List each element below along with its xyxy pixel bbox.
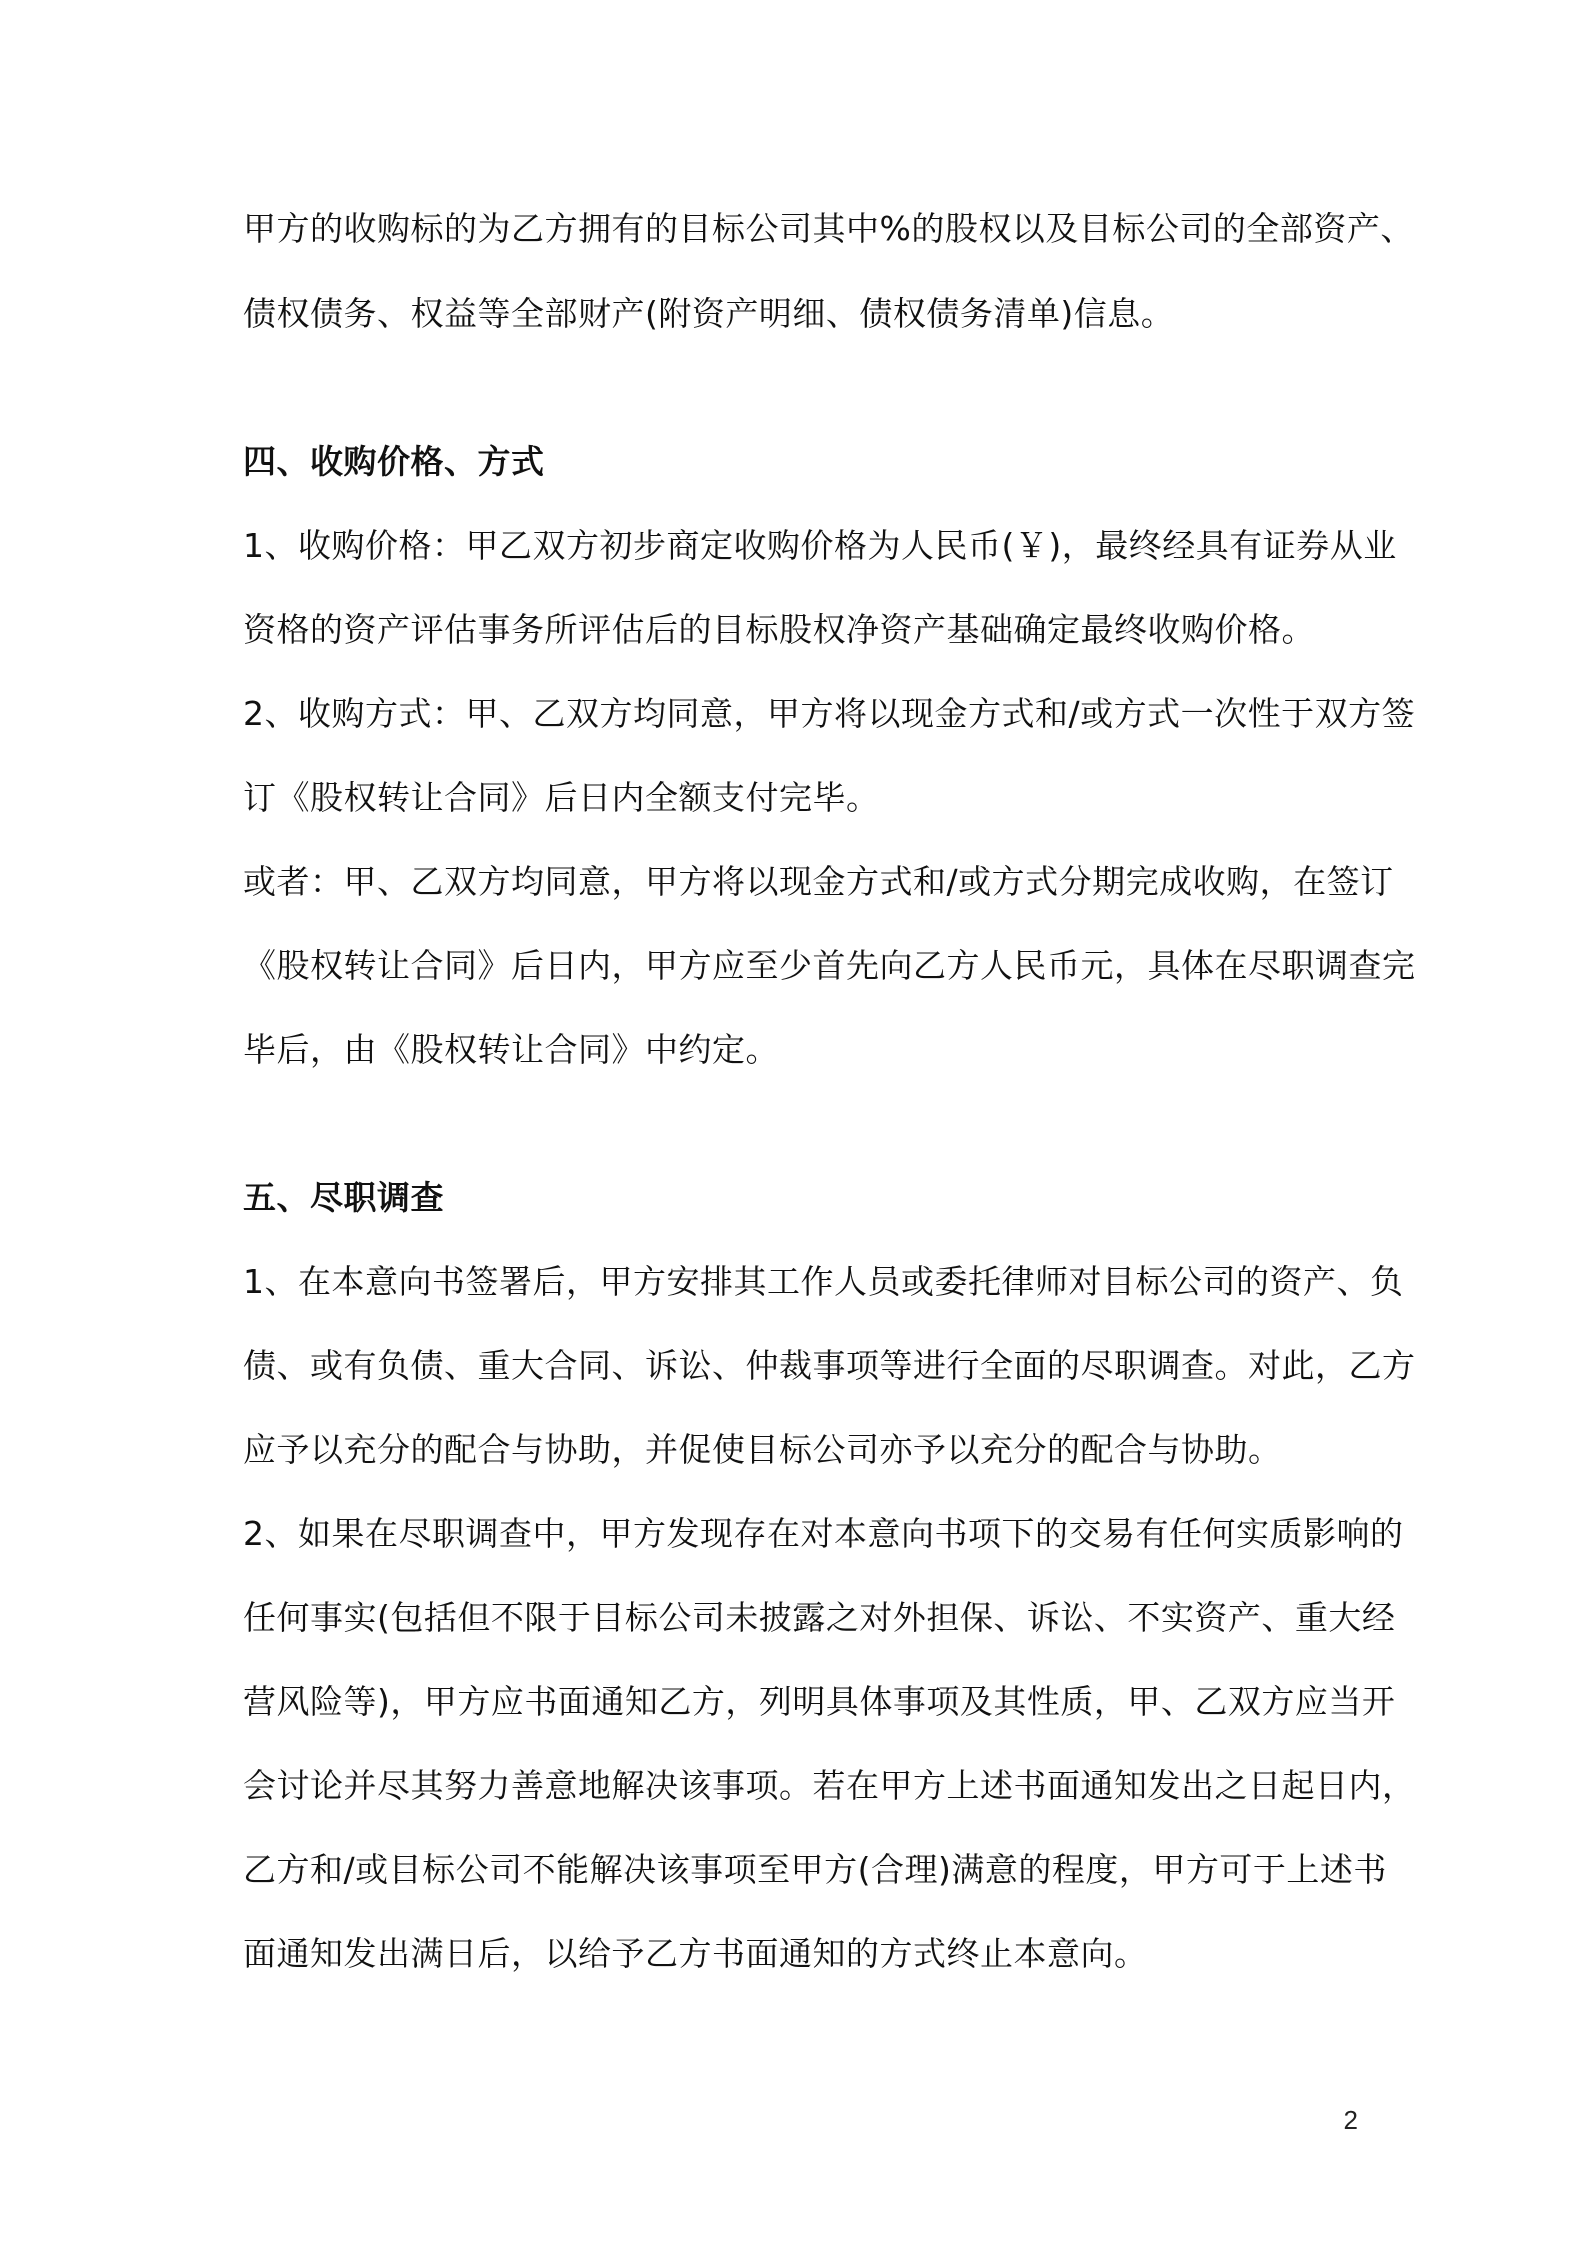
due-diligence-clause2-line-1: 2、如果在尽职调查中，甲方发现存在对本意向书项下的交易有任何实质影响的 (243, 1514, 1404, 1553)
due-diligence-clause2-line-2: 任何事实(包括但不限于目标公司未披露之对外担保、诉讼、不实资产、重大经 (243, 1598, 1396, 1637)
section-heading-due-diligence: 五、尽职调查 (243, 1178, 444, 1217)
alternative-clause-line-2: 《股权转让合同》后日内，甲方应至少首先向乙方人民币元，具体在尽职调查完 (243, 946, 1416, 985)
due-diligence-clause1-line-3: 应予以充分的配合与协助，并促使目标公司亦予以充分的配合与协助。 (243, 1430, 1282, 1469)
price-clause-line-2: 资格的资产评估事务所评估后的目标股权净资产基础确定最终收购价格。 (243, 610, 1315, 649)
alternative-clause-line-3: 毕后，由《股权转让合同》中约定。 (243, 1030, 779, 1069)
alternative-clause-line-1: 或者：甲、乙双方均同意，甲方将以现金方式和/或方式分期完成收购，在签订 (243, 862, 1394, 901)
due-diligence-clause2-line-5: 乙方和/或目标公司不能解决该事项至甲方(合理)满意的程度，甲方可于上述书 (243, 1850, 1387, 1889)
paragraph-target-line-2: 债权债务、权益等全部财产(附资产明细、债权债务清单)信息。 (243, 294, 1175, 333)
due-diligence-clause1-line-2: 债、或有负债、重大合同、诉讼、仲裁事项等进行全面的尽职调查。对此，乙方 (243, 1346, 1416, 1385)
price-clause-line-1: 1、收购价格：甲乙双方初步商定收购价格为人民币(￥)，最终经具有证券从业 (243, 526, 1397, 565)
payment-clause-line-2: 订《股权转让合同》后日内全额支付完毕。 (243, 778, 880, 817)
section-heading-price: 四、收购价格、方式 (243, 442, 545, 481)
due-diligence-clause2-line-6: 面通知发出满日后，以给予乙方书面通知的方式终止本意向。 (243, 1934, 1148, 1973)
page-number: 2 (1343, 2105, 1358, 2135)
payment-clause-line-1: 2、收购方式：甲、乙双方均同意，甲方将以现金方式和/或方式一次性于双方签 (243, 694, 1416, 733)
due-diligence-clause2-line-3: 营风险等)，甲方应书面通知乙方，列明具体事项及其性质，甲、乙双方应当开 (243, 1682, 1396, 1721)
due-diligence-clause1-line-1: 1、在本意向书签署后，甲方安排其工作人员或委托律师对目标公司的资产、负 (243, 1262, 1404, 1301)
paragraph-target-line-1: 甲方的收购标的为乙方拥有的目标公司其中%的股权以及目标公司的全部资产、 (243, 209, 1414, 248)
due-diligence-clause2-line-4: 会讨论并尽其努力善意地解决该事项。若在甲方上述书面通知发出之日起日内， (243, 1766, 1416, 1805)
